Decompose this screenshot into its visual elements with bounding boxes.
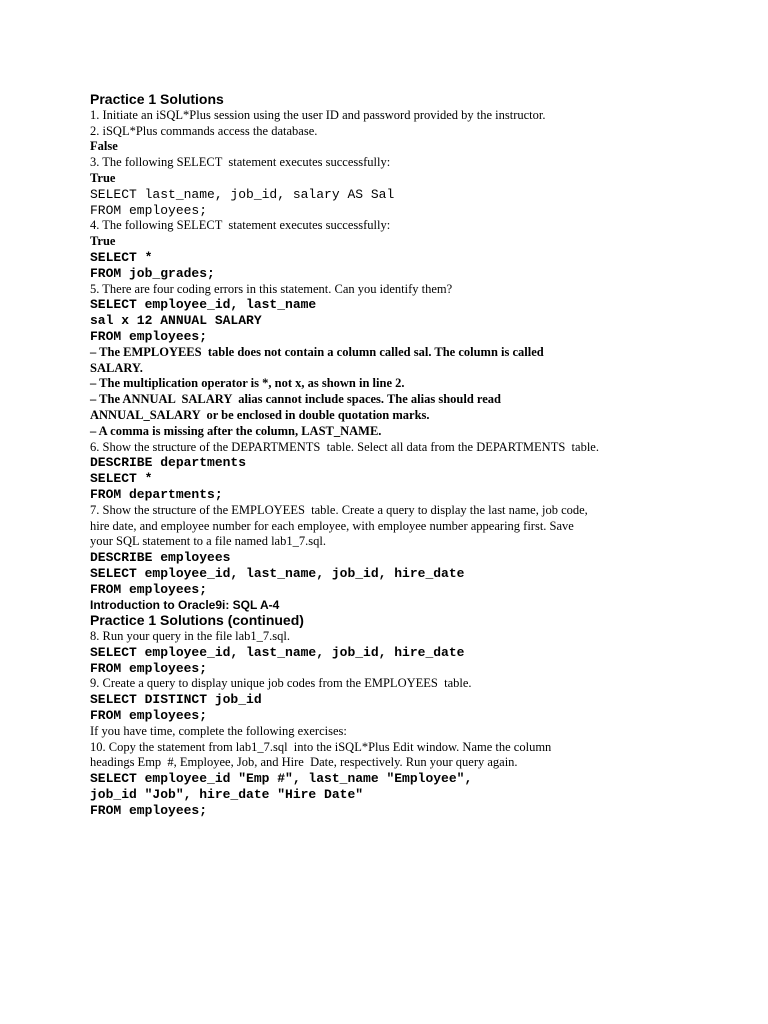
code-line: SELECT employee_id, last_name <box>90 297 317 313</box>
code-line: FROM employees; <box>90 328 208 344</box>
step-7-text: hire date, and employee number for each employee, with employee number appearing first. Save <box>90 518 574 533</box>
answer-text: True <box>90 234 116 249</box>
step-4-text: 4. The following SELECT statement executes successfully: <box>90 218 391 233</box>
code-line: DESCRIBE departments <box>90 455 247 471</box>
step-10-text: 10. Copy the statement from lab1_7.sql into the iSQL*Plus Edit window. Name the column <box>90 739 552 754</box>
step-5-text: 5. There are four coding errors in this statement. Can you identify them? <box>90 281 453 296</box>
answer-text: – The ANNUAL SALARY alias cannot include spaces. The alias should read <box>90 392 501 407</box>
code-line: FROM employees; <box>90 581 208 597</box>
step-3-text: 3. The following SELECT statement executes successfully: <box>90 155 391 170</box>
answer-text: – The multiplication operator is *, not x, as shown in line 2. <box>90 376 405 391</box>
step-9-text: 9. Create a query to display unique job codes from the EMPLOYEES table. <box>90 676 472 691</box>
page-heading: Practice 1 Solutions <box>90 91 224 107</box>
extra-exercises-text: If you have time, complete the following exercises: <box>90 723 347 738</box>
page-footer: Introduction to Oracle9i: SQL A-4 <box>90 597 280 612</box>
step-6-text: 6. Show the structure of the DEPARTMENTS table. Select all data from the DEPARTMENTS table. <box>90 439 599 454</box>
code-line: sal x 12 ANNUAL SALARY <box>90 313 262 329</box>
code-line: FROM employees; <box>90 660 208 676</box>
answer-text: True <box>90 170 116 185</box>
code-line: FROM job_grades; <box>90 265 215 281</box>
code-line: FROM employees; <box>90 708 208 724</box>
step-10-text: headings Emp #, Employee, Job, and Hire Date, respectively. Run your query again. <box>90 755 518 770</box>
document-page <box>90 92 730 819</box>
step-2-text: 2. iSQL*Plus commands access the database. <box>90 123 318 138</box>
code-line: SELECT * <box>90 249 153 265</box>
code-line: FROM employees; <box>90 802 208 818</box>
code-line: SELECT employee_id, last_name, job_id, hire_date <box>90 565 465 581</box>
step-8-text: 8. Run your query in the file lab1_7.sql. <box>90 629 290 644</box>
answer-text: SALARY. <box>90 360 143 375</box>
code-line: SELECT last_name, job_id, salary AS Sal <box>90 186 395 202</box>
code-line: SELECT * <box>90 471 153 487</box>
code-line: job_id "Job", hire_date "Hire Date" <box>90 787 364 803</box>
answer-text: – A comma is missing after the column, LAST_NAME. <box>90 423 382 438</box>
step-7-text: 7. Show the structure of the EMPLOYEES table. Create a query to display the last name, job code, <box>90 502 588 517</box>
code-line: FROM departments; <box>90 486 223 502</box>
code-line: SELECT employee_id "Emp #", last_name "Employee", <box>90 771 473 787</box>
answer-text: – The EMPLOYEES table does not contain a column called sal. The column is called <box>90 344 544 359</box>
step-1-text: 1. Initiate an iSQL*Plus session using the user ID and password provided by the instructor. <box>90 107 546 122</box>
code-line: FROM employees; <box>90 202 208 218</box>
code-line: SELECT employee_id, last_name, job_id, hire_date <box>90 644 465 660</box>
step-7-text: your SQL statement to a file named lab1_7.sql. <box>90 534 326 549</box>
section-heading: Practice 1 Solutions (continued) <box>90 612 304 629</box>
code-line: SELECT DISTINCT job_id <box>90 692 262 708</box>
answer-text: ANNUAL_SALARY or be enclosed in double quotation marks. <box>90 407 430 422</box>
code-line: DESCRIBE employees <box>90 550 231 566</box>
answer-text: False <box>90 139 118 154</box>
